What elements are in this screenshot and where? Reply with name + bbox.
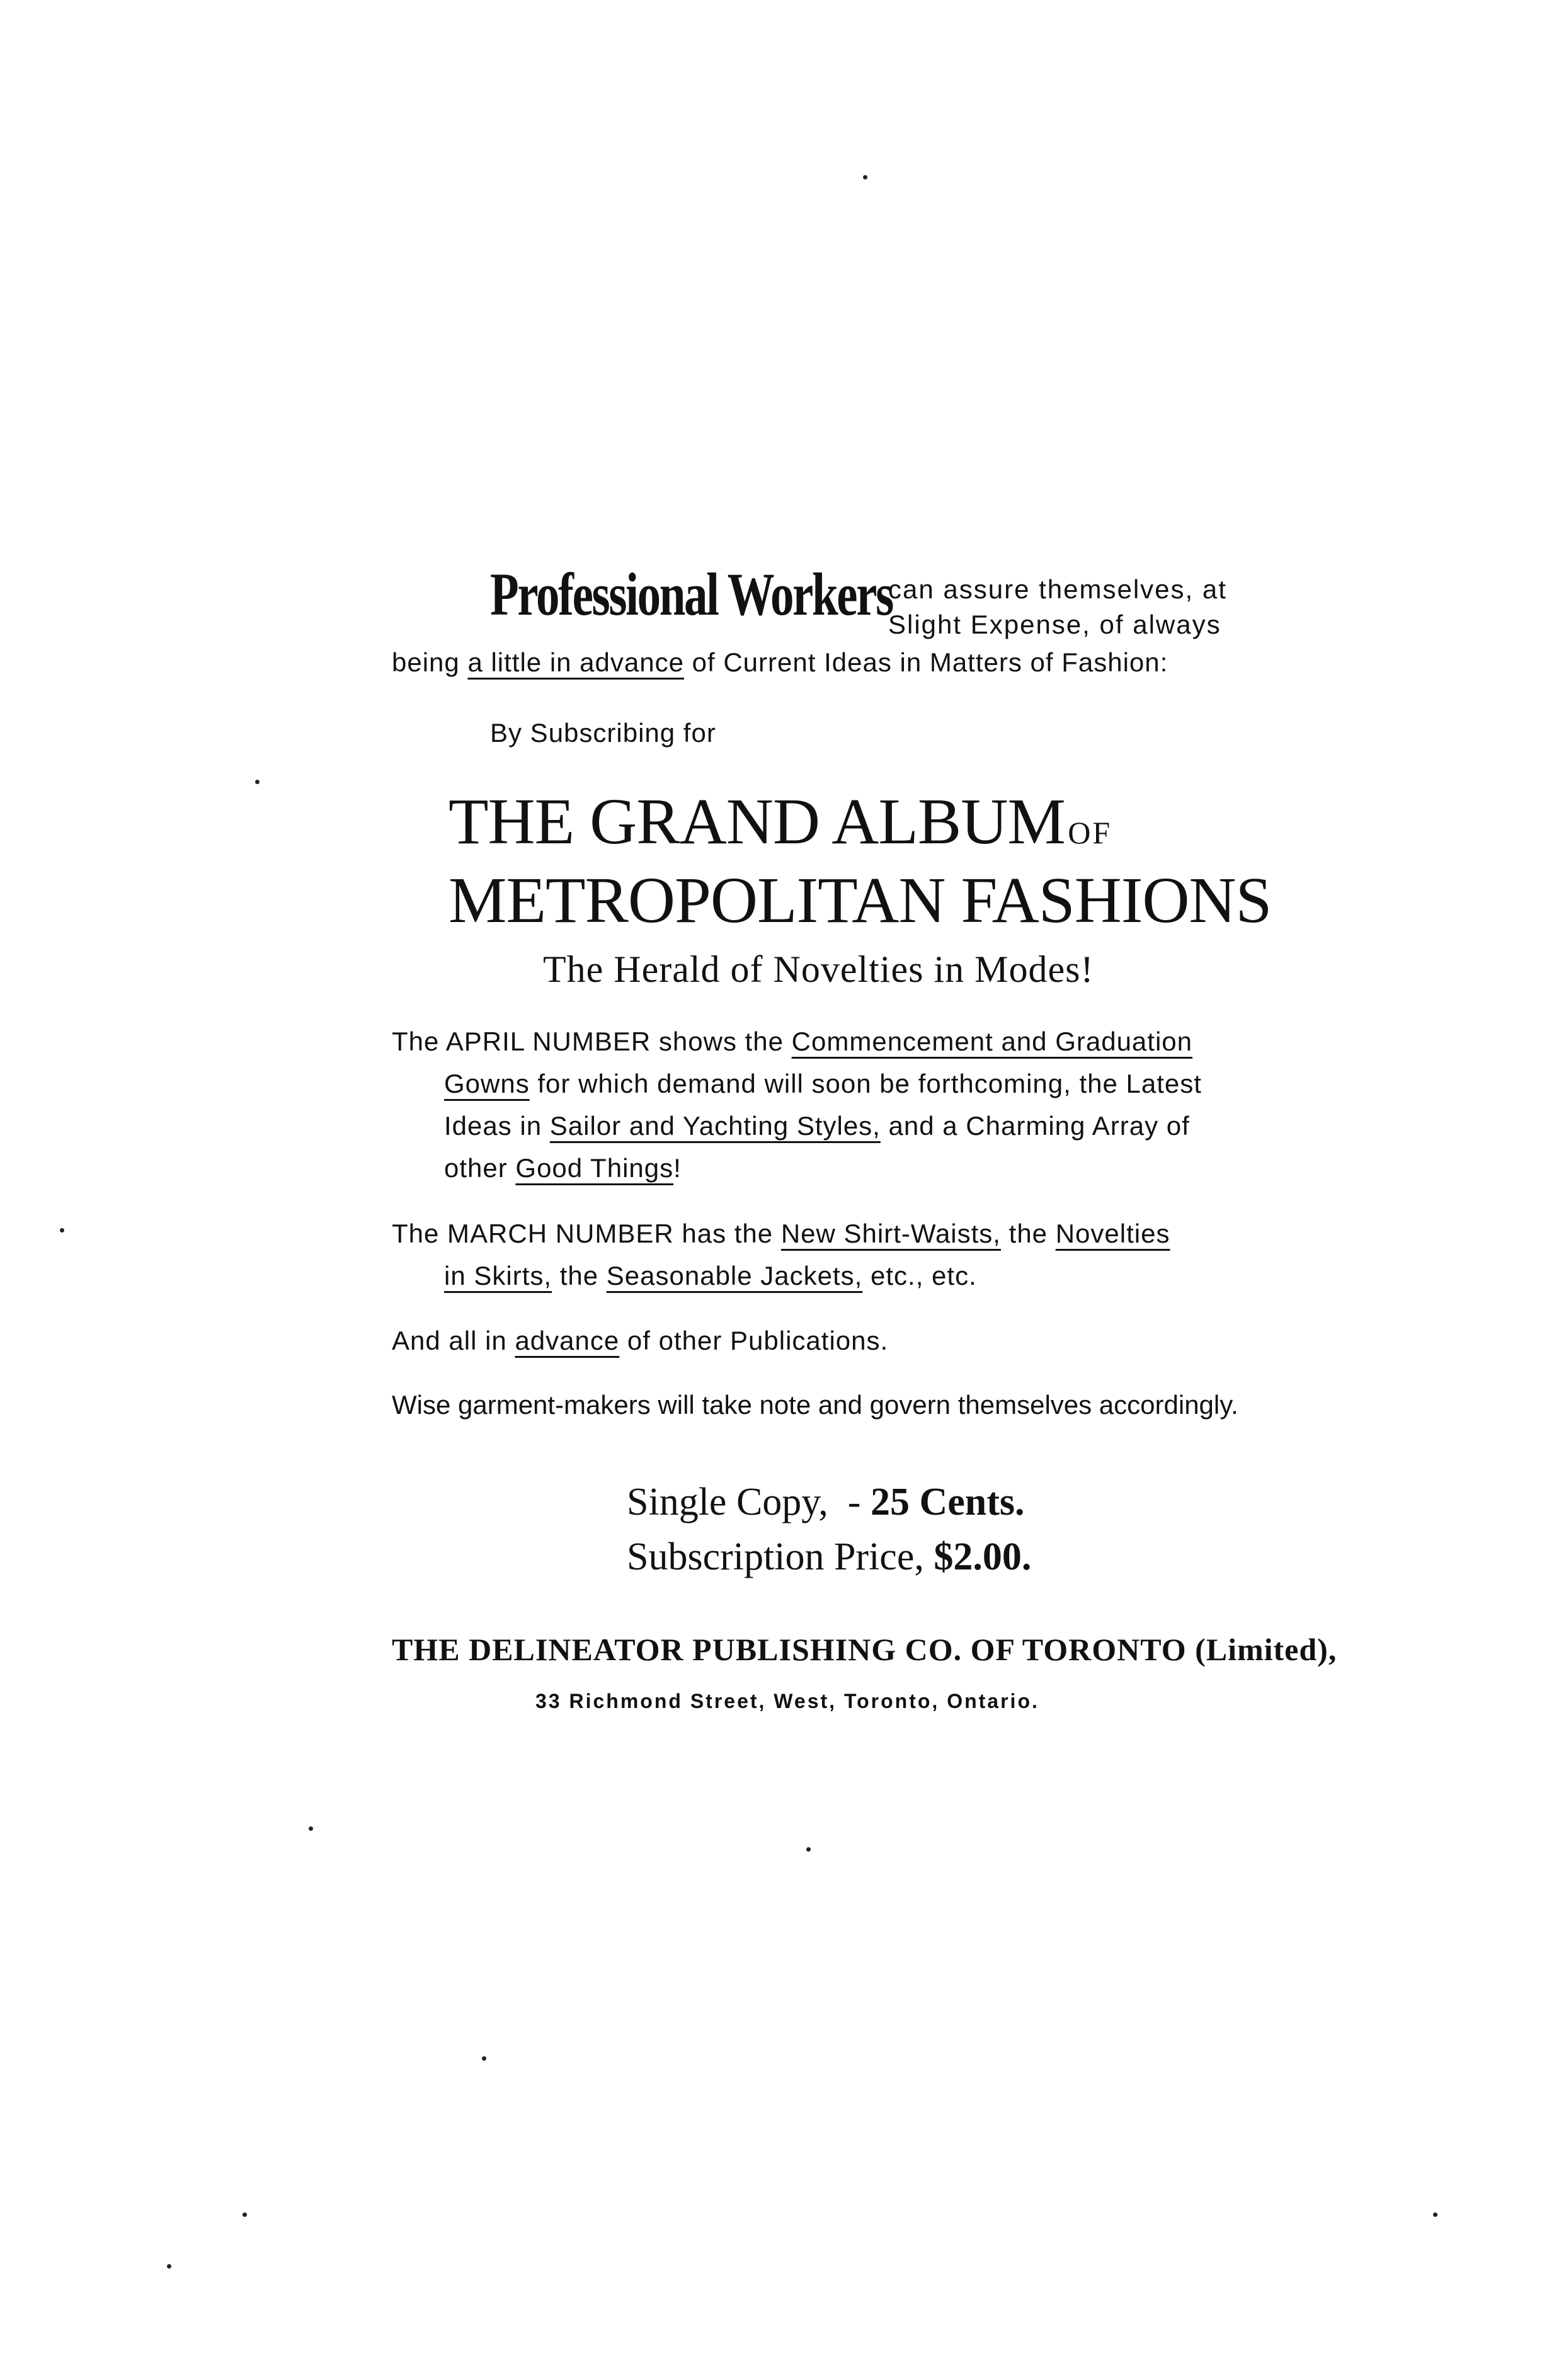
march-line-1	[392, 1219, 1170, 1249]
april-text: and a Charming Array of	[888, 1111, 1190, 1141]
print-speck	[482, 2056, 486, 2061]
march-text: etc., etc.	[871, 1261, 977, 1290]
print-speck	[167, 2264, 171, 2269]
print-speck	[806, 1847, 811, 1852]
advance-underlined: advance	[515, 1326, 620, 1355]
single-copy-value: 25 Cents.	[870, 1481, 1025, 1523]
april-text: Ideas in	[444, 1111, 542, 1141]
title-line-1	[448, 784, 1112, 859]
title-line-2: METROPOLITAN FASHIONS	[448, 864, 1272, 937]
title-main: THE GRAND ALBUM	[448, 785, 1065, 858]
print-speck	[243, 2212, 247, 2217]
april-underlined: Gowns	[444, 1069, 530, 1098]
march-underlined: Seasonable Jackets,	[606, 1261, 863, 1290]
april-text: for which demand will soon be forthcoming, the Latest	[537, 1069, 1202, 1098]
advance-line	[392, 1326, 888, 1356]
march-text: the	[1008, 1219, 1048, 1248]
subscribe-line: By Subscribing for	[490, 718, 716, 748]
april-line-3	[444, 1111, 1190, 1141]
intro-line-3-underlined: a little in advance	[467, 647, 684, 677]
march-text: the	[559, 1261, 599, 1290]
march-underlined: in Skirts,	[444, 1261, 552, 1290]
publisher-address: 33 Richmond Street, West, Toronto, Ontario.	[535, 1690, 1039, 1712]
title-of: OF	[1068, 815, 1112, 850]
march-underlined: Novelties	[1055, 1219, 1170, 1248]
april-underlined: Good Things	[515, 1153, 674, 1183]
april-line-2	[444, 1069, 1202, 1099]
intro-line-3-suffix: of Current Ideas in Matters of Fashion:	[692, 647, 1168, 677]
intro-line-2: Slight Expense, of always	[888, 610, 1221, 639]
advance-text: And all in	[392, 1326, 507, 1355]
march-underlined: New Shirt-Waists,	[780, 1219, 1001, 1248]
subscription-value: $2.00.	[934, 1535, 1032, 1578]
intro-line-3	[392, 647, 1168, 678]
april-text: other	[444, 1153, 508, 1183]
print-speck	[309, 1826, 313, 1831]
advance-text: of other Publications.	[627, 1326, 889, 1355]
print-speck	[255, 780, 260, 784]
april-line-1	[392, 1027, 1192, 1057]
publisher-name: THE DELINEATOR PUBLISHING CO. OF TORONTO (Limited),	[392, 1632, 1337, 1667]
april-line-4	[444, 1153, 682, 1183]
april-text: !	[673, 1153, 682, 1183]
single-copy-label: Single Copy, -	[627, 1481, 861, 1523]
print-speck	[1433, 2212, 1437, 2217]
intro-line-3-prefix: being	[392, 647, 460, 677]
print-speck	[60, 1228, 64, 1233]
subscription-price	[627, 1535, 1031, 1580]
print-speck	[863, 175, 867, 179]
april-underlined: Sailor and Yachting Styles,	[549, 1111, 881, 1141]
march-line-2	[444, 1261, 977, 1291]
march-text: The MARCH NUMBER has the	[392, 1219, 774, 1248]
intro-heading: Professional Workers	[490, 561, 893, 628]
april-underlined: Commencement and Graduation	[791, 1027, 1192, 1056]
intro-line-1: can assure themselves, at	[888, 574, 1227, 604]
single-copy-price	[627, 1480, 1025, 1525]
subscription-label: Subscription Price,	[627, 1535, 924, 1578]
april-text: The APRIL NUMBER shows the	[392, 1027, 784, 1056]
tagline: The Herald of Novelties in Modes!	[543, 948, 1094, 990]
wise-line: Wise garment-makers will take note and govern themselves accordingly.	[392, 1390, 1238, 1420]
